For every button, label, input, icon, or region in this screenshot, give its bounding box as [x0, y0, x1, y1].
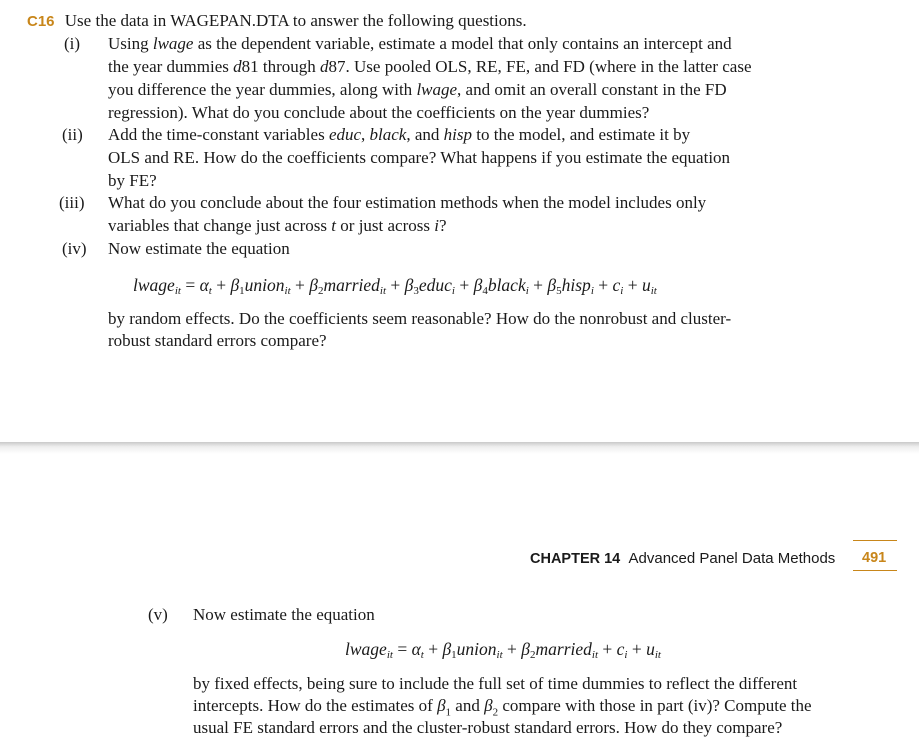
part-ii-line-1: Add the time-constant variables educ, black, and hisp to the model, and estimate it by — [108, 125, 691, 144]
part-v-line-1: Now estimate the equation — [193, 605, 375, 624]
part-ii-line-2: OLS and RE. How do the coefficients compare? What happens if you estimate the equation — [108, 148, 731, 167]
part-label-v: (v) — [148, 605, 168, 624]
part-label-iv: (iv) — [62, 239, 87, 258]
part-iii-line-2: variables that change just across t or just across i? — [108, 216, 447, 235]
page-number-rule-bottom — [853, 570, 897, 571]
part-iii-line-1: What do you conclude about the four estimation methods when the model includes only — [108, 193, 707, 212]
part-i-line-1: Using lwage as the dependent variable, estimate a model that only contains an intercept and — [108, 34, 732, 53]
page-separator — [0, 442, 919, 454]
part-label-i: (i) — [64, 34, 81, 53]
running-header — [530, 547, 835, 570]
page-number-rule-top — [853, 540, 897, 541]
chapter-label: CHAPTER 14 — [530, 551, 621, 567]
equation-fixed-effects: lwage$_{it}$ = $\alpha_t$ + $\beta_1union_{it}$ + $\beta_2married_{it} + c_i + u_{it}$ — [345, 639, 661, 661]
part-i-line-2: the year dummies d81 through d87. Use pooled OLS, RE, FE, and FD (where in the latter case — [108, 57, 752, 76]
part-label-ii: (ii) — [62, 125, 83, 144]
part-iv-line-1: Now estimate the equation — [108, 239, 290, 258]
part-label-iii: (iii) — [59, 193, 85, 212]
part-i-line-4: regression). What do you conclude about the coefficients on the year dummies? — [108, 103, 650, 122]
exercise-intro: Use the data in WAGEPAN.DTA to answer the following questions. — [64, 11, 527, 30]
part-iv-after-2: robust standard errors compare? — [108, 331, 327, 350]
part-v-after-1: by fixed effects, being sure to include the full set of time dummies to reflect the different — [193, 674, 798, 693]
part-v-after-2: intercepts. How do the estimates of $\beta_1$ and $\beta_2$ compare with those in part (iv)? Compute the — [193, 696, 812, 719]
part-v-after-3: usual FE standard errors and the cluster-robust standard errors. How do they compare? — [193, 718, 783, 737]
page-number: 491 — [862, 550, 887, 566]
exercise-header — [27, 10, 527, 33]
part-i-line-3: you difference the year dummies, along with lwage, and omit an overall constant in the FD — [108, 80, 727, 99]
part-ii-line-3: by FE? — [108, 171, 157, 190]
part-iv-after-1: by random effects. Do the coefficients seem reasonable? How do the nonrobust and cluster- — [108, 309, 732, 328]
chapter-title: Advanced Panel Data Methods — [628, 550, 836, 567]
equation-random-effects: lwage$_{it}$ = $\alpha_t$ + $\beta_1union_{it}$ + $\beta_2married_{it}$ + $\beta_3educ_i$ + $\beta_4black_i$ + $\beta_5hisp_i + c_i + u_{it}$ — [133, 275, 657, 297]
exercise-number: C16 — [27, 13, 55, 30]
